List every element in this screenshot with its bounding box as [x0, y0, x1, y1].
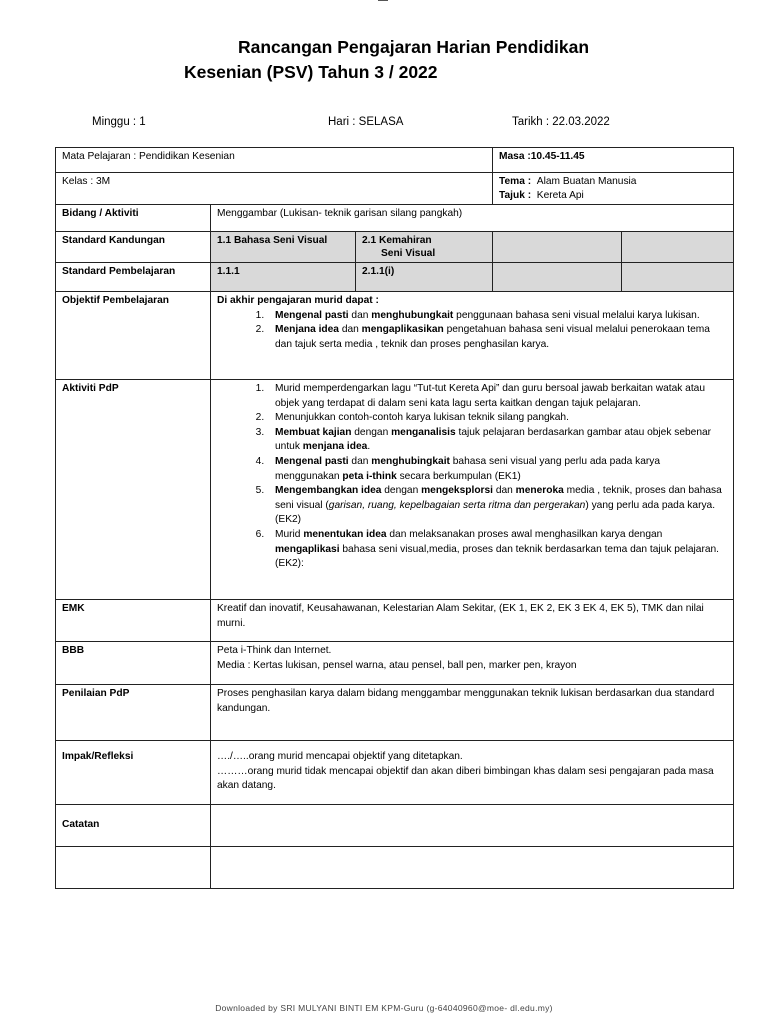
- bbb-line-2: Media : Kertas lukisan, pensel warna, atau pensel, ball pen, marker pen, krayon: [217, 659, 577, 671]
- hari-label: Hari : SELASA: [328, 116, 404, 128]
- aktiviti-6-text-0: Murid: [275, 528, 304, 540]
- row-mata-pelajaran: [56, 148, 734, 173]
- objektif-1-bold-2: menghubungkait: [371, 309, 454, 321]
- tarikh-label: Tarikh : 22.03.2022: [512, 116, 610, 128]
- aktiviti-3-bold-3: menjana idea: [302, 441, 368, 453]
- emk-label: EMK: [56, 600, 211, 642]
- empty-cell-1: [56, 847, 211, 889]
- aktiviti-5-text-4: ) yang perlu ada pada karya. (EK2): [275, 499, 716, 526]
- row-penilaian: [56, 685, 734, 741]
- objektif-intro: Di akhir pengajaran murid dapat :: [217, 295, 379, 306]
- aktiviti-6-bold-2: mengaplikasi: [275, 543, 340, 555]
- row-bidang: [56, 205, 734, 232]
- masa-value: Masa :10.45-11.45: [499, 151, 585, 162]
- bbb-cell: [211, 642, 734, 685]
- row-bbb: [56, 642, 734, 685]
- sp-empty-2: [622, 263, 734, 292]
- impak-label: Impak/Refleksi: [56, 741, 211, 805]
- mata-pelajaran-cell: Mata Pelajaran : Pendidikan Kesenian: [56, 148, 493, 173]
- row-empty: [56, 847, 734, 889]
- penilaian-value: Proses penghasilan karya dalam bidang menggambar menggunakan teknik lukisan berdasarkan dua standard kandungan.: [211, 685, 734, 741]
- objektif-1-text-1: dan: [348, 309, 372, 321]
- penilaian-label: Penilaian PdP: [56, 685, 211, 741]
- sk-1: 1.1 Bahasa Seni Visual: [211, 232, 356, 263]
- emk-value: Kreatif dan inovatif, Keusahawanan, Kelestarian Alam Sekitar, (EK 1, EK 2, EK 3 EK 4, EK 5), TMK dan nilai murni.: [211, 600, 734, 642]
- sk-label: Standard Kandungan: [56, 232, 211, 263]
- row-standard-pembelajaran: [56, 263, 734, 292]
- objektif-item: [267, 323, 727, 352]
- aktiviti-4-text-3: secara berkumpulan (EK1): [396, 470, 521, 482]
- aktiviti-5-bold-1: Mengembangkan idea: [275, 485, 382, 497]
- sk-2-line1: 2.1 Kemahiran: [362, 235, 432, 246]
- catatan-value: [211, 805, 734, 847]
- download-footer: Downloaded by SRI MULYANI BINTI EM KPM-Guru (g-64040960@moe- dl.edu.my): [215, 1003, 553, 1013]
- aktiviti-6-text-2: bahasa seni visual,media, proses dan teknik berdasarkan tema dan tajuk pelajaran.(EK2):: [275, 543, 719, 570]
- title-line-1: Rancangan Pengajaran Harian Pendidikan: [238, 37, 590, 57]
- aktiviti-item-3: [267, 426, 727, 455]
- minggu-label: Minggu : 1: [92, 116, 146, 128]
- catatan-label: Catatan: [56, 805, 211, 847]
- row-kelas: [56, 173, 734, 205]
- sk-2-line2: Seni Visual: [381, 248, 436, 259]
- title-line-2: Kesenian (PSV) Tahun 3 / 2022: [184, 62, 438, 82]
- objektif-cell: [211, 292, 734, 380]
- bbb-label: BBB: [56, 642, 211, 685]
- aktiviti-item-4: [267, 455, 727, 484]
- aktiviti-item-1: 1. Murid memperdengarkan lagu “Tut-tut Kereta Api” dan guru bersoal jawab berkaitan watak atau objek yang terdapat di dalam seni kata lagu serta kaitkan dengan tajuk pelajaran.: [267, 382, 727, 411]
- aktiviti-4-bold-2: menghubingkait: [371, 455, 450, 467]
- aktiviti-4-bold-3: peta i-think: [342, 470, 397, 482]
- aktiviti-5-text-1: dengan: [381, 485, 422, 497]
- row-emk: [56, 600, 734, 642]
- aktiviti-label: Aktiviti PdP: [56, 380, 211, 600]
- sk-empty-1: [493, 232, 622, 263]
- aktiviti-5-bold-2: mengeksplorsi: [421, 485, 493, 497]
- tema-value: Alam Buatan Manusia: [536, 176, 637, 187]
- aktiviti-3-text-3: .: [367, 441, 371, 453]
- kelas-cell: Kelas : 3M: [56, 173, 493, 205]
- objektif-list: [217, 309, 727, 353]
- aktiviti-4-text-1: dan: [348, 455, 372, 467]
- aktiviti-item-2: 2. Menunjukkan contoh-contoh karya lukisan teknik silang pangkah.: [267, 411, 727, 426]
- bbb-line-1: Peta i-Think dan Internet.: [217, 645, 332, 656]
- impak-cell: [211, 741, 734, 805]
- aktiviti-item-6: [267, 528, 727, 572]
- aktiviti-5-text-3: media , teknik, proses dan bahasa seni visual (: [275, 485, 722, 511]
- bidang-value: Menggambar (Lukisan- teknik garisan silang pangkah): [211, 205, 734, 232]
- objektif-1-text-2: penggunaan bahasa seni visual melalui karya lukisan.: [453, 309, 700, 321]
- aktiviti-6-text-1: dan melaksanakan proses awal menghasilkan karya dengan: [386, 528, 663, 540]
- lesson-plan-table: [55, 147, 734, 889]
- objektif-2-text-1: dan: [338, 324, 362, 336]
- tema-tajuk-cell: [493, 173, 734, 205]
- page-top-mark: [378, 0, 388, 1]
- impak-line-1: …./…..orang murid mencapai objektif yang ditetapkan.: [217, 751, 463, 762]
- empty-cell-2: [211, 847, 734, 889]
- sp-1: 1.1.1: [211, 263, 356, 292]
- row-aktiviti: [56, 380, 734, 600]
- aktiviti-list: [217, 382, 727, 572]
- masa-cell: [493, 148, 734, 173]
- bidang-label: Bidang / Aktiviti: [56, 205, 211, 232]
- aktiviti-3-bold-2: menganalisis: [391, 426, 456, 438]
- tajuk-value: Kereta Api: [536, 189, 584, 201]
- row-impak: [56, 741, 734, 805]
- sk-empty-2: [622, 232, 734, 263]
- objektif-2-bold-1: Menjana idea: [275, 324, 339, 336]
- sp-2: 2.1.1(i): [356, 263, 493, 292]
- objektif-label: Objektif Pembelajaran: [56, 292, 211, 380]
- aktiviti-item-5: [267, 484, 727, 528]
- objektif-item: [267, 309, 727, 324]
- aktiviti-3-text-2: tajuk pelajaran berdasarkan gambar atau objek sebenar untuk: [275, 426, 712, 453]
- objektif-2-text-2: pengetahuan bahasa seni visual melalui penerokaan tema dan tajuk serta media , teknik dan proses penghasilan karya.: [275, 324, 710, 350]
- aktiviti-3-text-1: dengan: [351, 426, 392, 438]
- row-objektif: [56, 292, 734, 380]
- aktiviti-6-bold-1: menentukan idea: [303, 528, 387, 540]
- aktiviti-5-bold-3: meneroka: [515, 485, 564, 497]
- aktiviti-3-bold-1: Membuat kajian: [275, 426, 352, 438]
- objektif-1-bold-1: Mengenal pasti: [275, 309, 349, 321]
- aktiviti-cell: [211, 380, 734, 600]
- aktiviti-4-bold-1: Mengenal pasti: [275, 455, 349, 467]
- impak-line-2: ………orang murid tidak mencapai objektif dan akan diberi bimbingan khas dalam sesi pengajaran pada masa akan datang.: [217, 765, 714, 792]
- sp-empty-1: [493, 263, 622, 292]
- sk-2: [356, 232, 493, 263]
- aktiviti-5-italic: garisan, ruang, kepelbagaian serta ritma dan pergerakan: [328, 499, 586, 511]
- tajuk-label: Tajuk :: [499, 189, 532, 201]
- sp-label: Standard Pembelajaran: [56, 263, 211, 292]
- tema-label: Tema :: [499, 176, 532, 187]
- aktiviti-4-text-2: bahasa seni visual yang perlu ada pada karya menggunakan: [275, 455, 661, 482]
- aktiviti-5-text-2: dan: [493, 485, 516, 497]
- objektif-2-bold-2: mengaplikasikan: [361, 324, 444, 336]
- row-catatan: [56, 805, 734, 847]
- row-standard-kandungan: [56, 232, 734, 263]
